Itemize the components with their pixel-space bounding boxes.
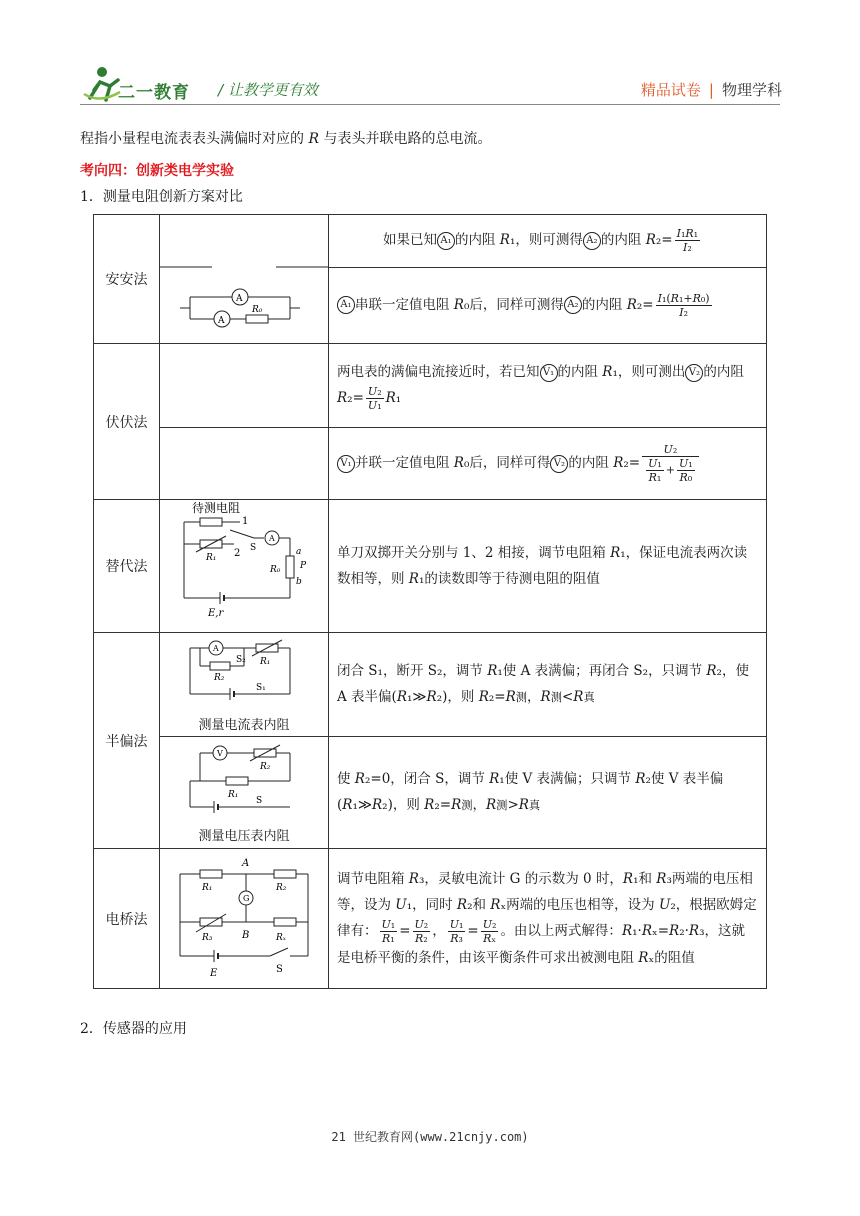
fufu-desc1: 两电表的满偏电流接近时，若已知 V₁ 的内阻 R₁，则可测出 V₂ 的内阻 R₂= $\frac{\text{U₂}}{\text{U₁}}$ R₁ (329, 344, 767, 428)
method-dianqiao: 电桥法 (94, 849, 160, 989)
dianqiao-circuit (160, 849, 329, 989)
bridge-circuit-icon (160, 852, 328, 982)
svg-text:A: A (242, 857, 250, 869)
section-title: 考向四：创新类电学实验 (80, 163, 234, 179)
item2-title: 2．传感器的应用 (80, 1021, 187, 1037)
svg-text:G: G (243, 893, 250, 903)
svg-text:S: S (250, 543, 257, 553)
svg-text:Rₓ: Rₓ (276, 932, 286, 943)
svg-text:A: A (213, 644, 219, 653)
svg-text:R₁: R₁ (206, 553, 217, 563)
header-divider (80, 104, 780, 105)
banpian-circuit-1 (160, 633, 329, 737)
table-row (94, 737, 767, 849)
header-slogan: / 让教学更有效 (218, 81, 318, 99)
svg-text:E: E (210, 967, 218, 979)
svg-text:R₁: R₁ (202, 882, 213, 893)
svg-text:R₁: R₁ (228, 790, 239, 800)
svg-text:B: B (242, 929, 250, 941)
tidai-circuit (160, 500, 329, 633)
svg-text:P: P (300, 561, 307, 571)
table-row (94, 428, 767, 500)
header-label: 精品试卷 (640, 81, 701, 99)
intro-line: 程指小量程电流表表头满偏时对应的 R 与表头并联电路的总电流。 (80, 131, 492, 147)
anan-circuit-icon (160, 215, 328, 339)
table-row (94, 633, 767, 737)
svg-text:2: 2 (234, 548, 241, 559)
table-row (94, 500, 767, 633)
svg-text:A: A (269, 534, 275, 543)
svg-text:R₂: R₂ (276, 882, 287, 893)
method-banpian: 半偏法 (94, 633, 160, 849)
svg-text:R₂: R₂ (214, 673, 225, 683)
svg-text:R₁: R₁ (260, 657, 271, 667)
fig-label: 待测电阻 (192, 501, 241, 515)
method-tidai: 替代法 (94, 500, 160, 633)
banpian-desc1: 闭合 S₁，断开 S₂，调节 R₁使 A 表满偏；再闭合 S₂，只调节 R₂，使 A 表半偏(R₁≫R₂)，则 R₂=R测，R测<R真 (329, 633, 767, 737)
fufu-fig-1 (160, 344, 329, 428)
table-row (94, 215, 767, 268)
header-right (641, 79, 782, 100)
tidai-desc: 单刀双掷开关分别与 1、2 相接，调节电阻箱 R₁，保证电流表两次读数相等，则 R₁的读数即等于待测电阻的阻值 (329, 500, 767, 633)
fufu-desc2: V₁ 并联一定值电阻 R₀后，同样可得 V₂ 的内阻 R₂= U₂ $\frac{\text{U₁}}{\text{R₁}}$ + $\frac{\text{U₁}}{\text{R₀}}$ (329, 428, 767, 500)
svg-text:S₁: S₁ (256, 683, 266, 693)
method-anan: 安安法 (94, 215, 160, 344)
svg-text:E,r: E,r (208, 608, 224, 619)
logo-text: 二一教育 (118, 83, 190, 103)
svg-text:S: S (276, 963, 283, 975)
svg-text:S: S (256, 796, 263, 806)
svg-text:A: A (236, 294, 243, 304)
banpian-ammeter-circuit-icon (160, 636, 328, 710)
svg-text:R₀: R₀ (252, 305, 263, 315)
svg-text:A: A (218, 316, 225, 326)
anan-desc1: 如果已知 A₁ 的内阻 R₁，则可测得 A₂ 的内阻 R₂= $\frac{\text{I₁R₁}}{\text{I₂}}$ (329, 215, 767, 268)
banpian-caption2: 测量电压表内阻 (198, 829, 290, 844)
svg-text:b: b (296, 577, 302, 587)
item1-title: 1．测量电阻创新方案对比 (80, 189, 243, 205)
header-subject: 物理学科 (721, 81, 782, 99)
fufu-fig-2 (160, 428, 329, 500)
table-row (94, 849, 767, 989)
svg-text:R₂: R₂ (260, 762, 271, 772)
svg-text:S₂: S₂ (236, 655, 246, 665)
anan-circuit (160, 215, 329, 344)
header-separator: | (708, 81, 714, 99)
dianqiao-desc: 调节电阻箱 R₃，灵敏电流计 G 的示数为 0 时，R₁和 R₃两端的电压相等，设为 U₁，同时 R₂和 Rₓ两端的电压也相等，设为 U₂，根据欧姆定律有： $\frac{\text{U₁}}{\text{R₁}}$ = $\frac{\text{U₂}}{\text{R₂}}$ ， $\frac{\text{U₁}}{\text{R₃}}$ = $\frac{\text{U₂}}{\text{Rₓ}}$ 。由以上两式解得：R₁·Rₓ=R₂·R₃，这就是电桥平衡的条件，由该平衡条件可求出被测电阻 Rₓ的阻值 (329, 849, 767, 989)
methods-table (93, 214, 767, 989)
banpian-caption1: 测量电流表内阻 (198, 718, 290, 733)
anan-desc2: A₁ 串联一定值电阻 R₀后，同样可测得 A₂ 的内阻 R₂= $\frac{\text{I₁(R₁+R₀)}}{\text{I₂}}$ (329, 267, 767, 343)
svg-text:R₀: R₀ (270, 565, 281, 575)
banpian-circuit-2 (160, 737, 329, 849)
method-fufu: 伏伏法 (94, 344, 160, 500)
page-footer: 21 世纪教育网(www.21cnjy.com) (331, 1130, 529, 1144)
table-row (94, 344, 767, 428)
svg-text:V: V (217, 749, 223, 758)
page-header (0, 0, 860, 110)
tidai-circuit-icon (160, 500, 328, 628)
banpian-voltmeter-circuit-icon (160, 741, 328, 821)
svg-text:a: a (296, 547, 302, 557)
svg-text:1: 1 (242, 516, 249, 527)
svg-text:R₃: R₃ (202, 932, 213, 943)
banpian-desc2: 使 R₂=0，闭合 S，调节 R₁使 V 表满偏；只调节 R₂使 V 表半偏(R₁≫R₂)，则 R₂=R测，R测>R真 (329, 737, 767, 849)
